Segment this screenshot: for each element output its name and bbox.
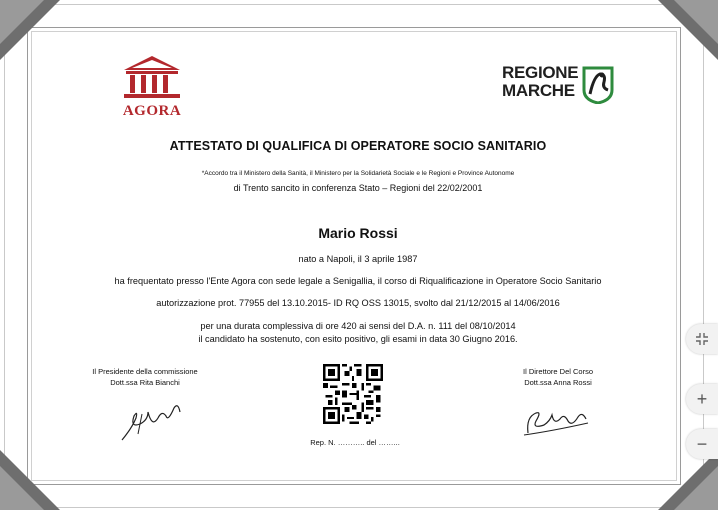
left-signature-block: [80, 366, 210, 388]
birth-line: nato a Napoli, il 3 aprile 1987: [298, 254, 418, 264]
qr-code: [323, 364, 383, 424]
corner-decoration: [658, 0, 718, 60]
fit-screen-button[interactable]: [686, 324, 718, 354]
left-signer-name: Dott.ssa Rita Bianchi: [110, 378, 180, 387]
agora-logo: [112, 54, 192, 118]
corner-decoration: [658, 450, 718, 510]
marche-line2: MARCHE: [502, 81, 575, 100]
accord-note: *Accordo tra il Ministero della Sanità, il Ministero per la Solidarietà Sociale e le Regioni e Province Autonome: [201, 170, 515, 177]
right-signer-name: Dott.ssa Anna Rossi: [524, 378, 592, 387]
certificate-title: ATTESTATO DI QUALIFICA DI OPERATORE SOCIO SANITARIO: [169, 139, 547, 153]
course-line: ha frequentato presso l'Ente Agora con sede legale a Senigallia, il corso di Riqualificazione in Operatore Socio Sanitario: [114, 276, 602, 286]
exam-line: il candidato ha sostenuto, con esito positivo, gli esami in data 30 Giugno 2016.: [198, 334, 518, 344]
duration-line: per una durata complessiva di ore 420 ai sensi del D.A. n. 111 del 08/10/2014: [200, 321, 516, 331]
left-signer-role: Il Presidente della commissione: [92, 367, 198, 376]
rep-number: Rep. N. ……….. del ……...: [310, 438, 400, 447]
left-signature: [118, 398, 188, 449]
marche-emblem-icon: [582, 66, 614, 104]
right-signature: [522, 403, 592, 446]
right-signature-block: [498, 366, 618, 388]
zoom-in-button[interactable]: +: [686, 384, 718, 414]
fit-screen-icon: [695, 332, 709, 346]
marche-line1: REGIONE: [502, 63, 579, 82]
regione-marche-logo: [502, 64, 618, 108]
accord-line: di Trento sancito in conferenza Stato – Regioni del 22/02/2001: [233, 183, 483, 193]
temple-icon: [120, 54, 184, 100]
right-signer-role: Il Direttore Del Corso: [522, 367, 594, 376]
zoom-out-button[interactable]: −: [686, 429, 718, 459]
regione-marche-wordmark: [502, 64, 578, 100]
recipient-name: Mario Rossi: [318, 225, 398, 241]
corner-decoration: [0, 0, 60, 60]
agora-wordmark: AGORA: [122, 103, 182, 119]
authorization-line: autorizzazione prot. 77955 del 13.10.2015- ID RQ OSS 13015, svolto dal 21/12/2015 al 14/06/2016: [156, 298, 560, 308]
corner-decoration: [0, 450, 60, 510]
